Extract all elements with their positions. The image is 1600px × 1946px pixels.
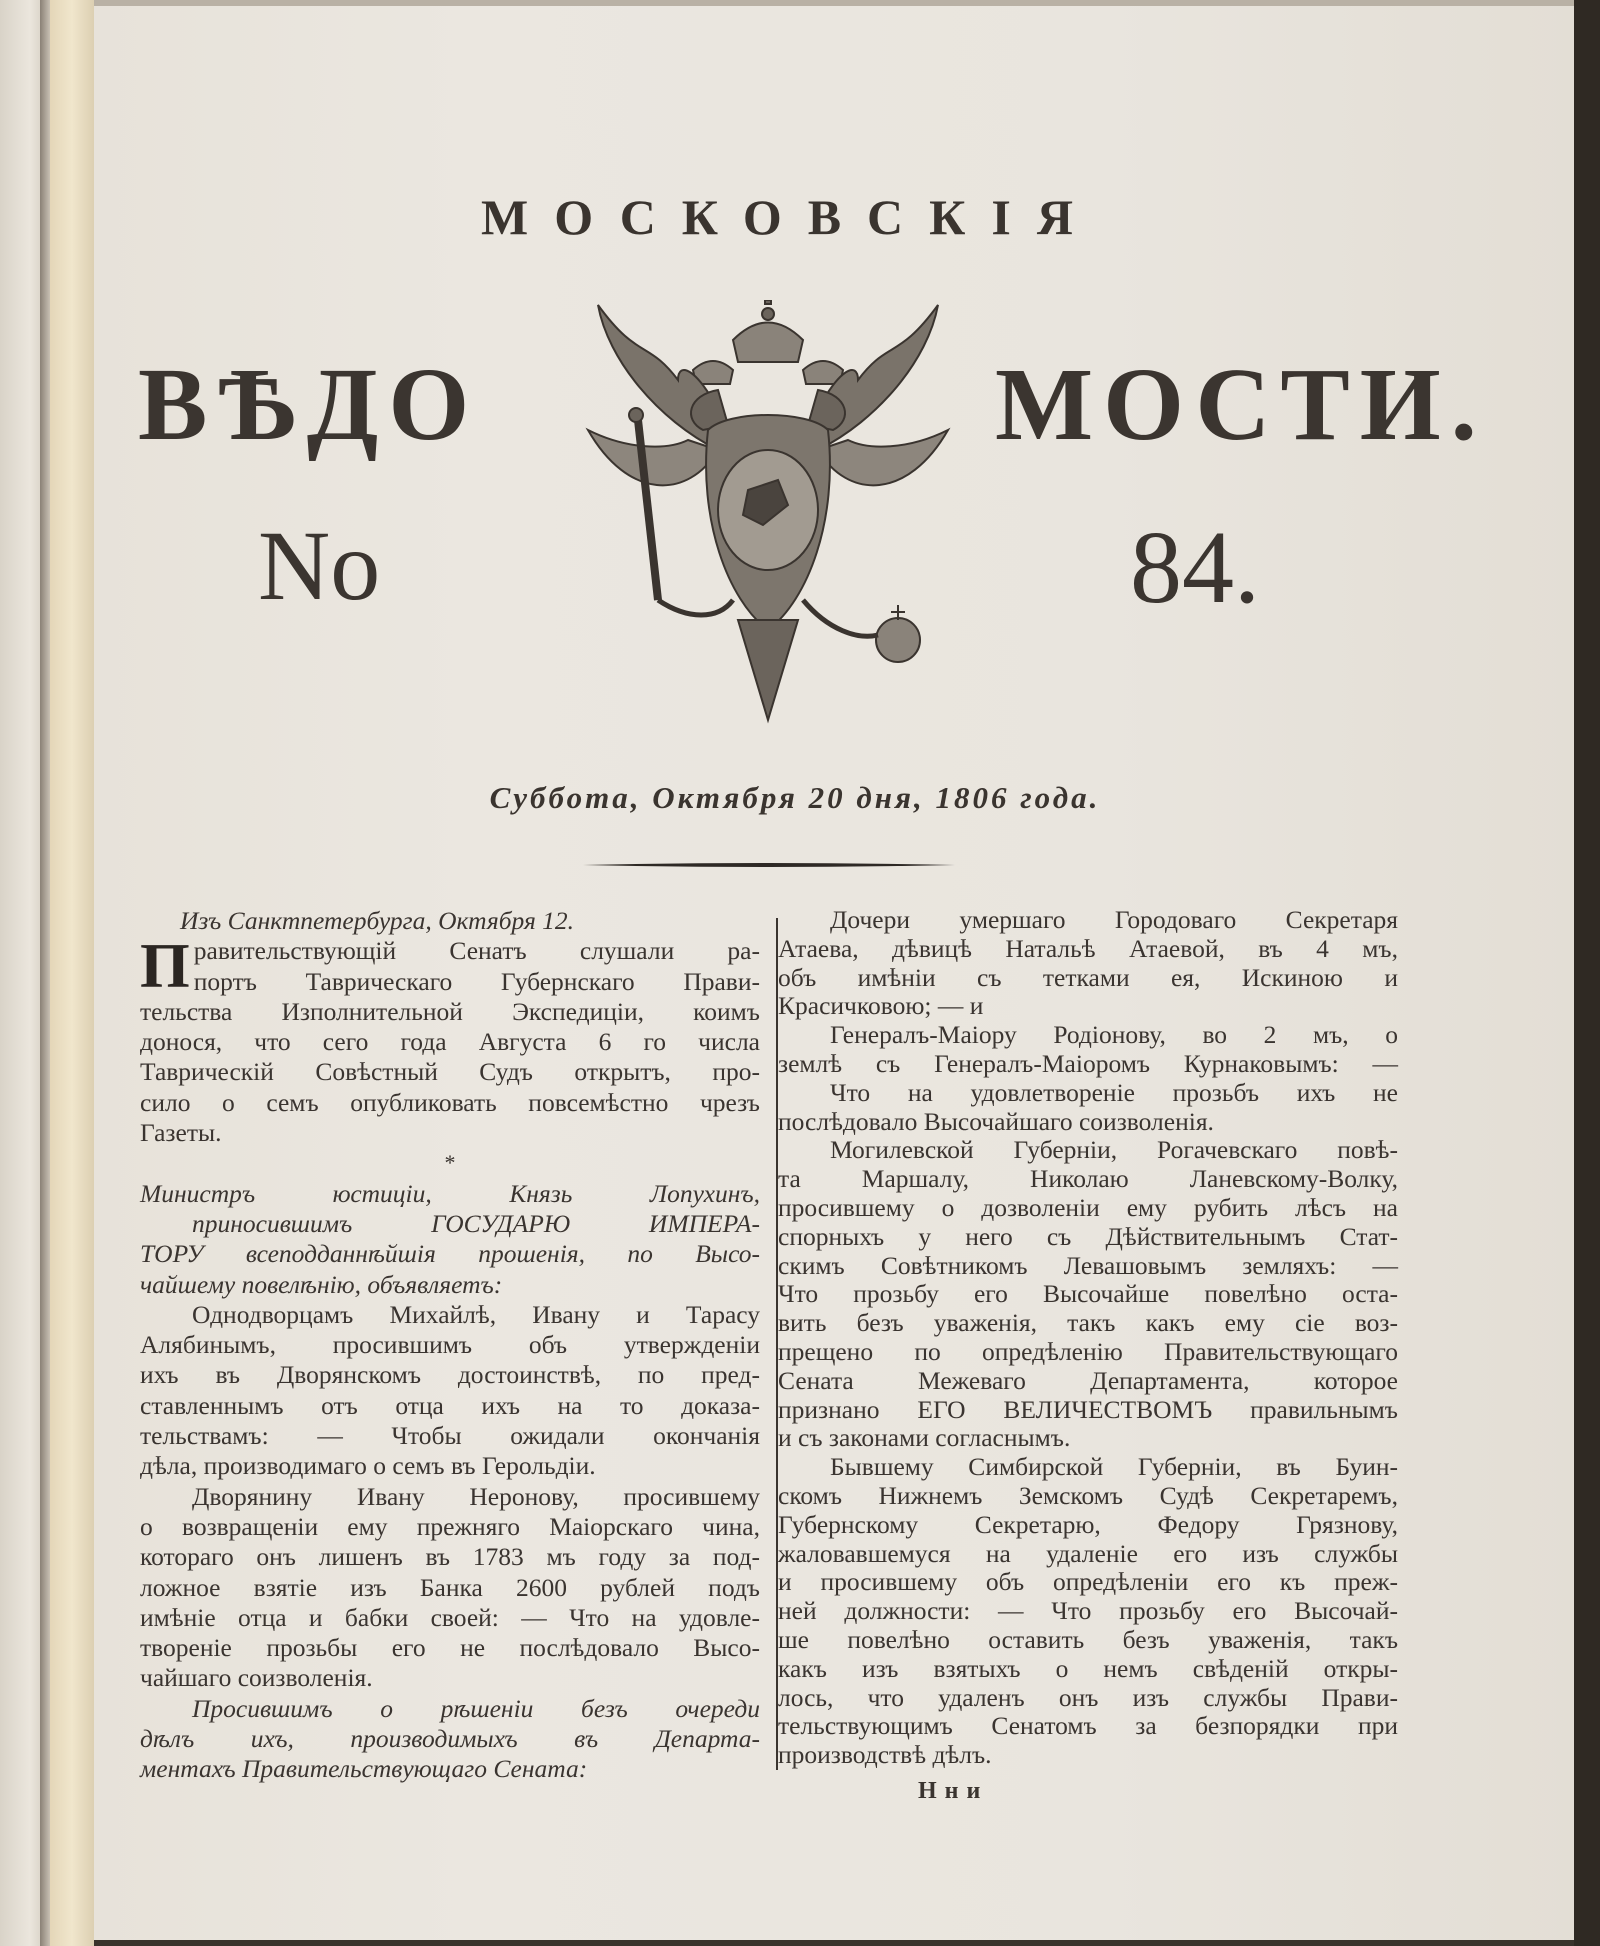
text-line-content: тельства Изполнительной Экспедиціи, коимъ [140, 996, 760, 1026]
text-line [778, 1165, 1398, 1194]
text-line [140, 1330, 760, 1360]
text-line [778, 1050, 1398, 1079]
text-line-content: сило о семъ опубликовать повсемѣстно чрезъ [140, 1087, 760, 1117]
issue-number-label: No [258, 510, 381, 621]
text-line-content: твореніе прозьбы его не послѣдовало Высо- [140, 1633, 760, 1663]
text-line-content: чайшаго соизволенія. [140, 1663, 373, 1693]
text-line [778, 1309, 1398, 1338]
issue-date: Суббота, Октября 20 дня, 1806 года. [489, 780, 1101, 815]
text-line [778, 1396, 1398, 1425]
text-line [140, 1148, 760, 1178]
text-line-content: Алябинымъ, просившимъ объ утвержденіи [140, 1330, 760, 1360]
text-line [778, 1655, 1398, 1684]
text-line [140, 1391, 760, 1421]
text-line [778, 1568, 1398, 1597]
text-line-content: вить безъ уваженія, такъ какъ ему сіе воз- [778, 1308, 1398, 1338]
text-line-content: Атаева, дѣвицѣ Натальѣ Атаевой, въ 4 мъ, [778, 933, 1398, 963]
issue-number: 84. [1130, 510, 1260, 625]
text-line [140, 1573, 760, 1603]
text-line-content: приносившимъ ГОСУДАРЮ ИМПЕРА- [192, 1208, 760, 1238]
text-line [140, 1027, 760, 1057]
text-line-content: спорныхъ у него съ Дѣйствительнымъ Стат- [778, 1221, 1398, 1251]
text-line [778, 1223, 1398, 1252]
double-headed-eagle-icon [568, 300, 968, 740]
text-line-content: ихъ въ Дворянскомъ достоинствѣ, по пред- [140, 1360, 760, 1390]
text-line [140, 997, 760, 1027]
text-line [140, 1663, 760, 1693]
text-line [778, 906, 1398, 935]
text-line [140, 1542, 760, 1572]
text-line-content: ложное взятіе изъ Банка 2600 рублей подъ [140, 1572, 760, 1602]
text-line-content: Губернскому Секретарю, Федору Грязнову, [778, 1509, 1398, 1539]
text-line-content: котораго онъ лишенъ въ 1783 мъ году за под- [140, 1542, 760, 1572]
text-line-content: Просившимъ о рѣшеніи безъ очереди [192, 1693, 760, 1723]
text-line-content: донося, что сего года Августа 6 го числа [140, 1027, 760, 1057]
text-line-content: Красичковою; — и [778, 991, 984, 1021]
text-line-content: Однодворцамъ Михайлѣ, Ивану и Тарасу [192, 1299, 760, 1329]
text-line [140, 1603, 760, 1633]
text-line-content: Изъ Санктпетербурга, Октября 12. [180, 906, 575, 935]
text-line [778, 1136, 1398, 1165]
text-line [778, 1280, 1398, 1309]
text-line [778, 964, 1398, 993]
text-line [778, 992, 1398, 1021]
text-line-content: лось, что удаленъ онъ изъ службы Прави- [778, 1682, 1398, 1712]
text-line-content: Газеты. [140, 1118, 222, 1148]
text-line [778, 1108, 1398, 1137]
text-line-content: послѣдовало Высочайшаго соизволенія. [778, 1106, 1214, 1136]
text-line [140, 1451, 760, 1481]
text-line-content: равительствующій Сенатъ слушали ра- [193, 936, 760, 966]
text-line [140, 967, 760, 997]
text-line-content: Могилевской Губерніи, Рогачевскаго повѣ- [830, 1135, 1398, 1165]
right-column [778, 906, 1398, 1770]
text-line [140, 1057, 760, 1087]
text-line-content: чайшему повелѣнію, объявляетъ: [140, 1269, 503, 1299]
text-line-content: дѣлъ ихъ, производимыхъ въ Департа- [140, 1724, 760, 1754]
text-line-content: просившему о дозволеніи ему рубить лѣсъ на [778, 1192, 1398, 1222]
text-line-content: портъ Таврическаго Губернскаго Прави- [193, 966, 760, 996]
text-line-content: Сената Межеваго Департамента, которое [778, 1365, 1398, 1395]
text-line-content: прещено по опредѣленію Правительствующаго [778, 1336, 1398, 1366]
catchword: Нни [918, 1778, 989, 1804]
text-line [778, 1252, 1398, 1281]
text-line-content: та Маршалу, Николаю Ланевскому-Волку, [778, 1164, 1398, 1194]
text-line [778, 1453, 1398, 1482]
drop-cap: П [140, 930, 190, 1002]
text-line-content: какъ изъ взятыхъ о немъ свѣденій откры- [778, 1653, 1398, 1683]
text-line-content: Таврическій Совѣстный Судъ открытъ, про- [140, 1057, 760, 1087]
text-line [778, 1482, 1398, 1511]
text-line-content: Министръ юстиціи, Князь Лопухинъ, [140, 1178, 760, 1208]
text-line [140, 1118, 760, 1148]
background-edge [1574, 0, 1600, 1946]
text-line-content: Дворянину Ивану Неронову, просившему [192, 1481, 760, 1511]
text-line-content: ТОРУ всеподданнѣйшія прошенія, по Высо- [140, 1239, 760, 1269]
gutter-shadow [40, 0, 50, 1946]
text-line-content: жаловавшемуся на удаленіе его изъ службы [778, 1538, 1398, 1568]
text-line [778, 1079, 1398, 1108]
page-top-edge [0, 0, 1578, 6]
text-line-content: тельствамъ: — Чтобы ожидали окончанія [140, 1421, 760, 1451]
text-line-content: Дочери умершаго Городоваго Секретаря [830, 905, 1398, 934]
masthead-title-right: МОСТИ. [995, 347, 1487, 462]
binding-strip [50, 0, 94, 1946]
text-line [778, 1712, 1398, 1741]
text-line [140, 906, 760, 936]
text-line [140, 1179, 760, 1209]
text-line-content: признано ЕГО ВЕЛИЧЕСТВОМЪ правильнымъ [778, 1394, 1398, 1424]
text-line [140, 1724, 760, 1754]
text-line-content: объ имѣніи съ тетками ея, Искиною и [778, 962, 1398, 992]
text-line [140, 1694, 760, 1724]
text-line [140, 1300, 760, 1330]
text-line [140, 1209, 760, 1239]
text-line [778, 1367, 1398, 1396]
decorative-rule [583, 862, 955, 868]
text-line-content: скомъ Нижнемъ Земскомъ Судѣ Секретаремъ, [778, 1480, 1398, 1510]
text-line-content: Генералъ-Маіору Родіонову, во 2 мъ, о [830, 1020, 1398, 1050]
text-line [140, 1239, 760, 1269]
text-line-content: Что прозьбу его Высочайше повелѣно оста- [778, 1279, 1398, 1309]
text-line-content: Что на удовлетвореніе прозьбъ ихъ не [830, 1077, 1398, 1107]
text-line-content: и съ законами согласнымъ. [778, 1423, 1071, 1453]
text-line [778, 1338, 1398, 1367]
text-line-content: о возвращеніи ему прежняго Маіорскаго чина, [140, 1511, 760, 1541]
text-line [778, 1597, 1398, 1626]
text-line [140, 1512, 760, 1542]
text-line-content: Бывшему Симбирской Губерніи, въ Буин- [830, 1452, 1398, 1482]
text-line [140, 1421, 760, 1451]
text-line-content: скимъ Совѣтникомъ Левашовымъ земляхъ: — [778, 1250, 1398, 1280]
text-line [778, 1511, 1398, 1540]
text-line [140, 1482, 760, 1512]
text-line [778, 935, 1398, 964]
text-line [140, 1633, 760, 1663]
text-line-content: имѣніе отца и бабки своей: — Что на удовле- [140, 1602, 760, 1632]
text-line [778, 1424, 1398, 1453]
text-line-content: ставленнымъ отъ отца ихъ на то доказа- [140, 1390, 760, 1420]
text-line-content: землѣ съ Генералъ-Маіоромъ Курнаковымъ: — [778, 1048, 1398, 1078]
text-line-content: ментахъ Правительствующаго Сената: [140, 1754, 588, 1784]
text-line-content: производствѣ дѣлъ. [778, 1740, 992, 1770]
masthead-title-top: МОСКОВСКІЯ [481, 189, 1099, 245]
text-line [140, 1754, 760, 1784]
text-line-content: дѣла, производимаго о семъ въ Герольдіи. [140, 1451, 596, 1481]
text-line [778, 1684, 1398, 1713]
text-line-content: и просившему объ опредѣленіи его къ преж- [778, 1567, 1398, 1597]
left-column [140, 906, 760, 1785]
text-line-content: ней должности: — Что прозьбу его Высочай- [778, 1596, 1398, 1626]
text-line [778, 1626, 1398, 1655]
text-line-content: тельствующимъ Сенатомъ за безпорядки при [778, 1711, 1398, 1741]
masthead-title-left: ВѢДО [138, 347, 480, 462]
text-line [778, 1194, 1398, 1223]
text-line-content: * [444, 1150, 456, 1176]
text-line [140, 1360, 760, 1390]
text-line [140, 1088, 760, 1118]
text-line-content: ше повелѣно оставить безъ уваженія, такъ [778, 1624, 1398, 1654]
text-line [140, 1270, 760, 1300]
text-line [778, 1540, 1398, 1569]
text-line [778, 1741, 1398, 1770]
text-line [778, 1021, 1398, 1050]
